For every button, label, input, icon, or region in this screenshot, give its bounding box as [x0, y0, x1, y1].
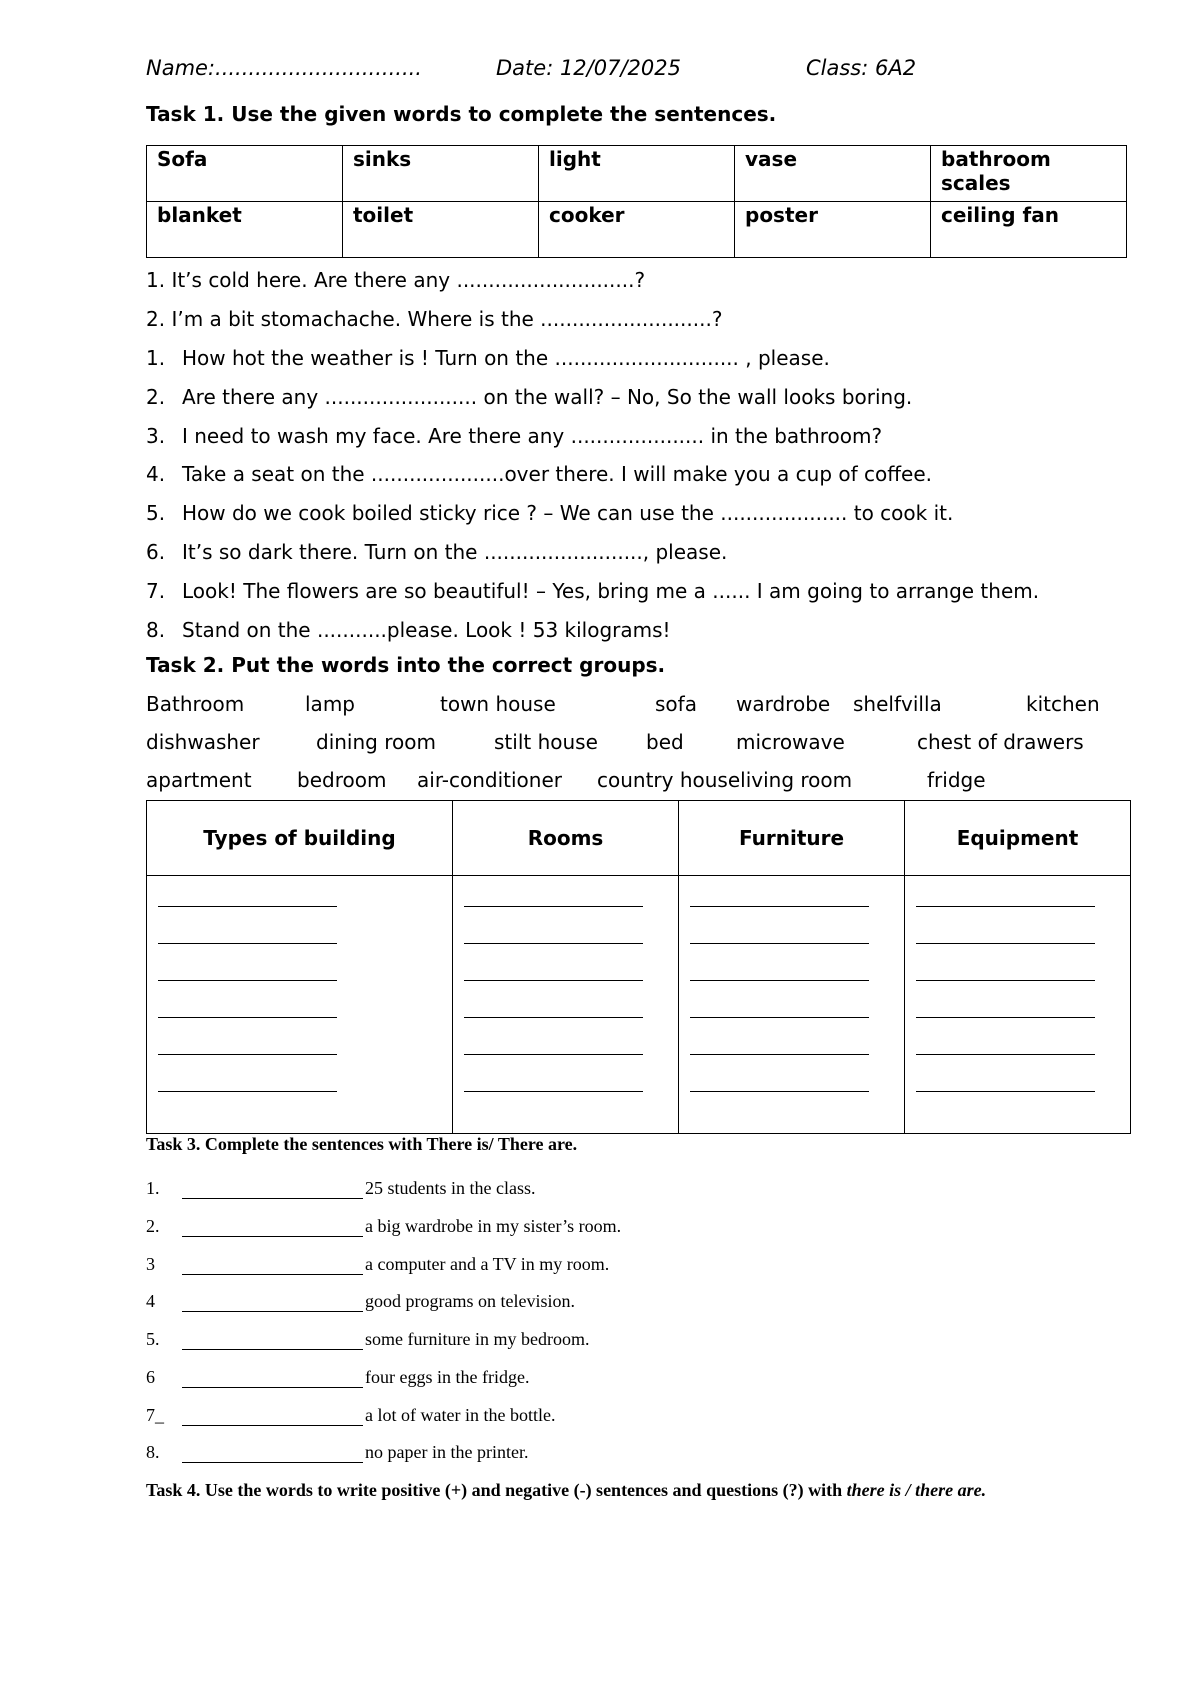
task1-word-table — [146, 145, 1127, 258]
answer-blank[interactable] — [182, 1236, 363, 1237]
word-cell: ceiling fan — [931, 202, 1127, 258]
name-field: Name:............................... — [146, 56, 422, 80]
item-text: 25 students in the class. — [365, 1178, 536, 1198]
answer-blank[interactable] — [690, 980, 869, 981]
task2-groups-table — [146, 800, 1131, 1134]
sentence-text: Take a seat on the .....................over there. I will make you a cup of coffee. — [182, 462, 932, 486]
word-bank-item: dishwasher — [146, 730, 260, 754]
word-cell: vase — [735, 146, 931, 202]
word-bank-item: microwave — [736, 730, 845, 754]
column-types-of-building: Types of building — [147, 801, 453, 876]
sentence-text: I need to wash my face. Are there any ..................... in the bathroom? — [182, 424, 883, 448]
answer-blank[interactable] — [158, 1091, 337, 1092]
item-text: some furniture in my bedroom. — [365, 1329, 590, 1349]
answer-blank[interactable] — [916, 1017, 1095, 1018]
task3-item — [0, 1329, 1200, 1353]
sentence-text: How do we cook boiled sticky rice ? – We can use the .................... to cook it. — [182, 501, 954, 525]
answer-blank[interactable] — [464, 1017, 643, 1018]
item-text: a lot of water in the bottle. — [365, 1405, 556, 1425]
item-number: 6 — [146, 1367, 155, 1387]
task3-item — [0, 1442, 1200, 1466]
word-bank-item: country houseliving room — [597, 768, 853, 792]
word-bank-item: chest of drawers — [917, 730, 1084, 754]
answer-blank[interactable] — [464, 980, 643, 981]
answer-blank[interactable] — [690, 1091, 869, 1092]
column-furniture: Furniture — [679, 801, 905, 876]
answer-blank[interactable] — [182, 1387, 363, 1388]
answer-blank[interactable] — [182, 1311, 363, 1312]
answer-blank[interactable] — [182, 1425, 363, 1426]
word-cell: sinks — [343, 146, 539, 202]
word-cell: cooker — [539, 202, 735, 258]
task4-title — [146, 1476, 1182, 1505]
answer-blank[interactable] — [690, 1054, 869, 1055]
word-bank-item: town house — [440, 692, 556, 716]
answer-blank[interactable] — [182, 1349, 363, 1350]
task3-item — [0, 1254, 1200, 1278]
item-text: good programs on television. — [365, 1291, 575, 1311]
word-cell: Sofa — [147, 146, 343, 202]
answer-blank[interactable] — [158, 1017, 337, 1018]
answer-blank[interactable] — [464, 1091, 643, 1092]
task3-item — [0, 1178, 1200, 1202]
sentence-number: 8. — [146, 618, 166, 642]
task4-title-italic: there is / there are. — [846, 1480, 987, 1500]
date-label: Date: 12/07/2025 — [496, 56, 681, 80]
item-number: 1. — [146, 1178, 160, 1198]
task3-item — [0, 1216, 1200, 1240]
sentence-text: It’s so dark there. Turn on the ........................., please. — [182, 540, 728, 564]
column-rooms: Rooms — [453, 801, 679, 876]
sentence-text: How hot the weather is ! Turn on the ............................. , please. — [182, 346, 830, 370]
answer-blank[interactable] — [916, 943, 1095, 944]
answer-blank[interactable] — [464, 906, 643, 907]
word-bank-item: stilt house — [494, 730, 598, 754]
word-bank-item: air-conditioner — [417, 768, 562, 792]
word-bank-item: shelfvilla — [853, 692, 942, 716]
class-label: Class: 6A2 — [806, 56, 917, 80]
answer-blank[interactable] — [690, 1017, 869, 1018]
item-number: 8. — [146, 1442, 160, 1462]
answer-blank[interactable] — [690, 906, 869, 907]
answer-blank[interactable] — [158, 1054, 337, 1055]
word-cell: toilet — [343, 202, 539, 258]
answer-blank[interactable] — [916, 980, 1095, 981]
groups-header-row — [147, 801, 1131, 876]
answer-blank[interactable] — [464, 1054, 643, 1055]
item-number: 4 — [146, 1291, 155, 1311]
word-bank-item: lamp — [305, 692, 355, 716]
answer-blank[interactable] — [916, 1091, 1095, 1092]
answer-blank[interactable] — [158, 943, 337, 944]
word-cell: bathroom scales — [931, 146, 1127, 202]
task3-title: Task 3. Complete the sentences with There is/ There are. — [146, 1134, 578, 1154]
answer-blank[interactable] — [182, 1198, 363, 1199]
item-number: 5. — [146, 1329, 160, 1349]
answer-blank[interactable] — [464, 943, 643, 944]
answer-cell — [905, 876, 1131, 1134]
item-number: 2. — [146, 1216, 160, 1236]
sentence-number: 4. — [146, 462, 166, 486]
sentence-number: 6. — [146, 540, 166, 564]
task1-intro-line: 1. It’s cold here. Are there any ............................? — [146, 268, 646, 292]
word-bank-item: bedroom — [297, 768, 387, 792]
word-bank-item: dining room — [316, 730, 436, 754]
groups-answer-row — [147, 876, 1131, 1134]
sentence-text: Stand on the ...........please. Look ! 53 kilograms! — [182, 618, 671, 642]
sentence-number: 3. — [146, 424, 166, 448]
item-text: no paper in the printer. — [365, 1442, 529, 1462]
task3-item — [0, 1405, 1200, 1429]
task1-title: Task 1. Use the given words to complete the sentences. — [146, 102, 777, 126]
word-row-1 — [147, 146, 1127, 202]
column-equipment: Equipment — [905, 801, 1131, 876]
task3-item — [0, 1367, 1200, 1391]
answer-cell — [679, 876, 905, 1134]
task3-item — [0, 1291, 1200, 1315]
word-cell: poster — [735, 202, 931, 258]
task2-title: Task 2. Put the words into the correct groups. — [146, 653, 666, 677]
answer-blank[interactable] — [158, 980, 337, 981]
item-text: a big wardrobe in my sister’s room. — [365, 1216, 622, 1236]
word-bank-item: Bathroom — [146, 692, 245, 716]
word-cell: blanket — [147, 202, 343, 258]
word-bank-item: kitchen — [1026, 692, 1100, 716]
item-number: 3 — [146, 1254, 155, 1274]
sentence-number: 2. — [146, 385, 166, 409]
word-bank-item: sofa — [655, 692, 697, 716]
answer-blank[interactable] — [182, 1274, 363, 1275]
word-row-2 — [147, 202, 1127, 258]
item-text: a computer and a TV in my room. — [365, 1254, 610, 1274]
answer-blank[interactable] — [182, 1462, 363, 1463]
sentence-number: 7. — [146, 579, 166, 603]
answer-cell — [147, 876, 453, 1134]
sentence-text: Look! The flowers are so beautiful! – Yes, bring me a ...... I am going to arrange them. — [182, 579, 1040, 603]
answer-blank[interactable] — [916, 906, 1095, 907]
task4-title-main: Task 4. Use the words to write positive (+) and negative (-) sentences and questions (?) with — [146, 1480, 847, 1500]
item-text: four eggs in the fridge. — [365, 1367, 530, 1387]
sentence-number: 1. — [146, 346, 166, 370]
word-bank-item: fridge — [927, 768, 986, 792]
answer-blank[interactable] — [690, 943, 869, 944]
task1-intro-line: 2. I’m a bit stomachache. Where is the ...........................? — [146, 307, 723, 331]
sentence-number: 5. — [146, 501, 166, 525]
answer-cell — [453, 876, 679, 1134]
word-bank-item: bed — [646, 730, 684, 754]
word-cell: light — [539, 146, 735, 202]
item-number: 7_ — [146, 1405, 164, 1425]
answer-blank[interactable] — [158, 906, 337, 907]
sentence-text: Are there any ........................ on the wall? – No, So the wall looks boring. — [182, 385, 913, 409]
word-bank-item: wardrobe — [736, 692, 831, 716]
word-bank-item: apartment — [146, 768, 252, 792]
answer-blank[interactable] — [916, 1054, 1095, 1055]
